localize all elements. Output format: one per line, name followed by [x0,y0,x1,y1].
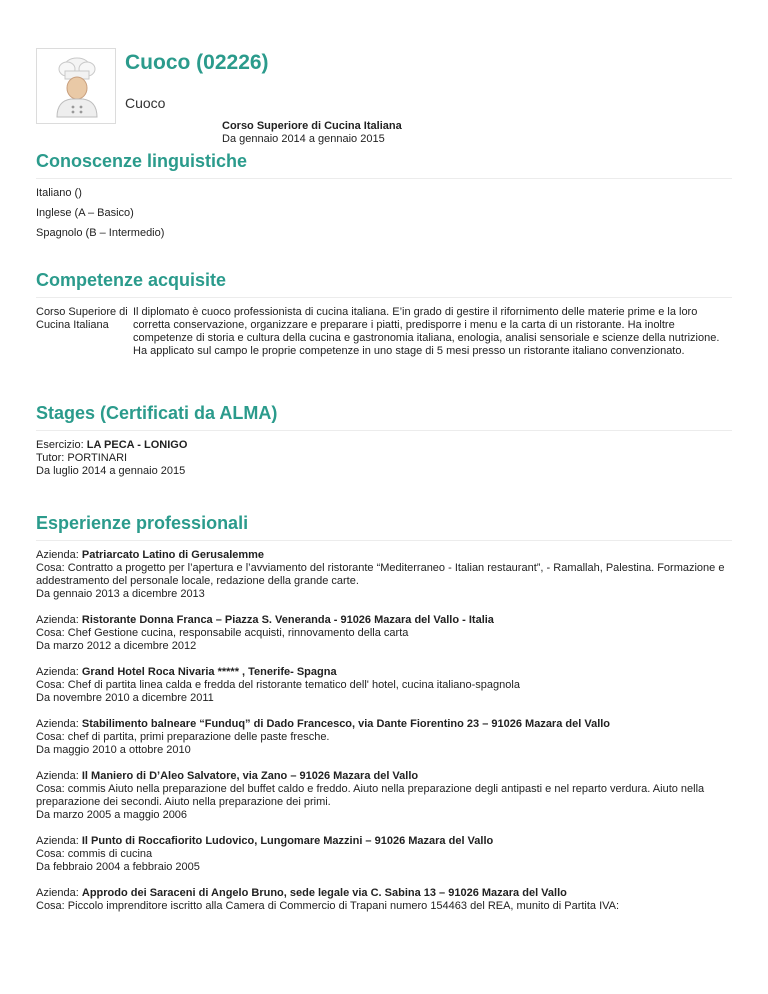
experience-what: Cosa: commis di cucina [36,848,153,860]
language-item: Inglese (A – Basico) [36,207,134,219]
company-name: Il Maniero di D’Aleo Salvatore, via Zano – 91026 Mazara del Vallo [81,770,419,782]
experience-entry [36,835,732,874]
languages-section [36,150,732,247]
company-label: Azienda: [36,835,79,847]
section-title: Esperienze professionali [36,512,732,541]
profile-name: Cuoco (02226) [125,51,269,74]
experience-period: Da maggio 2010 a ottobre 2010 [36,744,191,756]
experience-period: Da gennaio 2013 a dicembre 2013 [36,588,205,600]
company-name: Patriarcato Latino di Gerusalemme [81,549,265,561]
experience-period: Da febbraio 2004 a febbraio 2005 [36,861,200,873]
company-name: Approdo dei Saraceni di Angelo Bruno, sede legale via C. Sabina 13 – 91026 Mazara del Vallo [81,887,567,899]
experience-period: Da marzo 2012 a dicembre 2012 [36,640,197,652]
experience-entry [36,549,732,601]
section-title: Competenze acquisite [36,269,732,298]
experience-period: Da marzo 2005 a maggio 2006 [36,809,188,821]
stage-period: Da luglio 2014 a gennaio 2015 [36,465,186,477]
company-label: Azienda: [36,549,79,561]
company-name: Ristorante Donna Franca – Piazza S. Veneranda - 91026 Mazara del Vallo - Italia [81,614,494,626]
stage-exercise [36,439,732,452]
experience-section [36,512,732,926]
experience-what: Cosa: Contratto a progetto per l’apertura e l’avviamento del ristorante “Mediterraneo - Italian restaurant”, - Ramallah, Palestina. Formazione e addestramento del personale locale, redazione della grande carte. [36,562,725,587]
experience-what: Cosa: Piccolo imprenditore iscritto alla Camera di Commercio di Trapani numero 154463 del REA, munito di Partita IVA: [36,900,620,912]
experience-entry [36,614,732,653]
experience-entry [36,887,732,913]
skills-description: Il diplomato è cuoco professionista di cucina italiana. E’in grado di gestire il rifornimento delle materie prime e la loro corretta conservazione, organizzare e preparare i piatti, predisporre i menu e la carta di un ristorante. Ha inoltre competenze di storia e cultura della cucina e gastronomia italiana, enologia, analisi sensoriale e scienze della nutrizione. Ha applicato sul campo le proprie competenze in uno stage di 5 mesi presso un ristorante italiano convenzionato. [133,306,720,357]
education-block [222,120,402,146]
company-label: Azienda: [36,718,79,730]
language-item: Italiano () [36,187,82,199]
experience-what: Cosa: chef di partita, primi preparazione delle paste fresche. [36,731,330,743]
exercise-name: LA PECA - LONIGO [86,439,188,451]
company-name: Il Punto di Roccafiorito Ludovico, Lungomare Mazzini – 91026 Mazara del Vallo [81,835,494,847]
stage-tutor: Tutor: PORTINARI [36,452,128,464]
company-name: Stabilimento balneare “Funduq” di Dado Francesco, via Dante Fiorentino 23 – 91026 Mazara del Vallo [81,718,611,730]
education-title: Corso Superiore di Cucina Italiana [222,120,402,132]
experience-entry [36,770,732,822]
company-label: Azienda: [36,887,79,899]
skills-label: Corso Superiore di Cucina Italiana [36,306,128,331]
section-title: Stages (Certificati da ALMA) [36,402,732,431]
section-title: Conoscenze linguistiche [36,150,732,179]
company-label: Azienda: [36,770,79,782]
skills-row [36,306,732,358]
company-label: Azienda: [36,614,79,626]
experience-what: Cosa: Chef di partita linea calda e fredda del ristorante tematico dell' hotel, cucina italiano-spagnola [36,679,520,691]
experience-entry [36,666,732,705]
skills-section [36,269,732,358]
profile-header [36,46,732,156]
avatar [36,48,116,124]
company-label: Azienda: [36,666,79,678]
company-name: Grand Hotel Roca Nivaria ***** , Tenerife- Spagna [81,666,337,678]
education-period: Da gennaio 2014 a gennaio 2015 [222,133,385,145]
experience-what: Cosa: Chef Gestione cucina, responsabile acquisti, rinnovamento della carta [36,627,409,639]
experience-what: Cosa: commis Aiuto nella preparazione del buffet caldo e freddo. Aiuto nella preparazione degli antipasti e nel reparto verdura. Aiuto nella preparazione dei secondi. Aiuto nella preparazione dei primi. [36,783,705,808]
language-item: Spagnolo (B – Intermedio) [36,227,165,239]
exercise-label: Esercizio: [36,439,84,451]
profile-role: Cuoco [125,95,166,111]
stages-section [36,402,732,478]
experience-entry [36,718,732,757]
chef-avatar-icon [49,55,105,119]
experience-period: Da novembre 2010 a dicembre 2011 [36,692,214,704]
